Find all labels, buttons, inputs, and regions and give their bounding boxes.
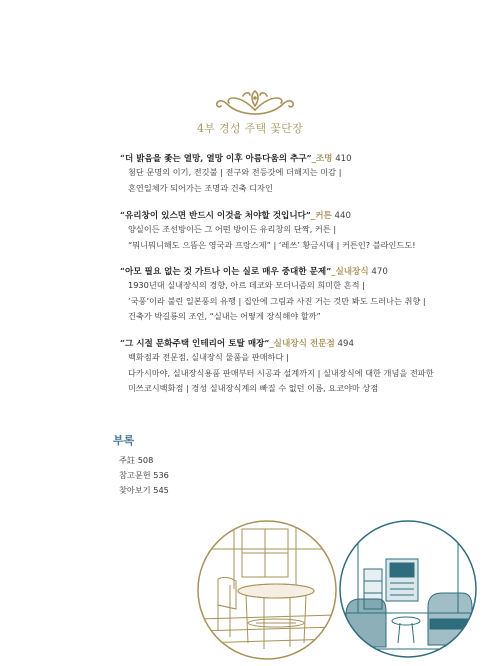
- appendix-item-references: 참고문헌 536: [119, 470, 169, 480]
- toc-entry-interior-shop: [120, 338, 460, 397]
- appendix-title: 부록: [113, 434, 135, 447]
- entry-line: 양실이든 조선방이든 그 어떤 방이든 유리창의 단짝, 커튼 |: [128, 224, 337, 234]
- entry-dash: _: [311, 154, 316, 164]
- entry-topic: 실내장식 전문점: [273, 339, 335, 349]
- entry-line: 백화점과 전문점, 실내장식 물품을 판매하다 |: [128, 352, 289, 362]
- toc-entry-interior-decoration: [120, 266, 460, 325]
- entry-line: 첨단 문명의 이기, 전깃불 | 전구와 전등갓에 더해지는 미감 |: [128, 167, 342, 177]
- entry-quote: “아모 필요 없는 것 가트나 이는 실로 매우 중대한 문제”: [120, 267, 332, 277]
- toc-entry-lighting: [120, 153, 460, 196]
- entry-dash: _: [310, 211, 316, 221]
- entry-line: ‘국풍’이라 불린 일본풍의 유행 | 집안에 그림과 사진 거는 것만 봐도 드러나는 취향 |: [128, 295, 426, 306]
- entry-quote: “그 시절 문화주택 인테리어 토탈 매장”: [120, 339, 270, 349]
- ornament-flourish-icon: [213, 88, 297, 118]
- entry-topic: 커튼: [315, 211, 332, 221]
- entry-quote: “유리창이 있스면 반드시 이것을 처야할 것입니다”: [120, 211, 311, 221]
- part-title: 4부 경성 주택 꽃단장: [196, 122, 304, 135]
- entry-heading: [120, 210, 460, 222]
- entry-topic: 실내장식: [335, 267, 369, 277]
- entry-heading: [120, 266, 460, 278]
- entry-line: 다카시마야, 실내장식용품 판매부터 시공과 설계까지 | 실내장식에 대한 개념을 전파한: [128, 367, 434, 378]
- entry-page: 410: [335, 154, 352, 164]
- entry-page: 494: [337, 339, 354, 349]
- entry-dash: _: [331, 267, 336, 277]
- teal-circle-room-illustration: [338, 519, 478, 659]
- entry-heading: [120, 338, 460, 350]
- entry-dash: _: [269, 339, 274, 349]
- entry-topic: 조명: [315, 154, 333, 164]
- gold-circle-table-illustration: [196, 519, 338, 661]
- entry-line: 혼연일체가 되어가는 조명과 건축 디자인: [128, 182, 273, 193]
- entry-page: 440: [334, 211, 351, 221]
- appendix-section: [113, 432, 169, 498]
- appendix-item-notes: 주註 508: [119, 455, 154, 465]
- toc-entry-curtain: [120, 210, 460, 253]
- entry-quote: “더 밝음을 좇는 열망, 열망 이후 아름다움의 추구”: [120, 154, 312, 164]
- entry-line: 미쓰코시백화점 | 경성 실내장식계의 빠질 수 없던 이름, 요코야마 상점: [128, 383, 379, 394]
- entry-line: 1930년대 실내장식의 경향, 아르 데코와 모더니즘의 희미한 흔적 |: [128, 280, 365, 290]
- entry-heading: [120, 153, 460, 165]
- entry-line: 건축가 박길룡의 조언, “실내는 어떻게 장식해야 할까”: [128, 311, 321, 322]
- appendix-item-index: 찾아보기 545: [119, 485, 169, 495]
- entry-line: “뭐니뭐니해도 으뜸은 영국과 프랑스제” | ‘레쓰’ 황금시대 | 커튼인? 블라인드도!: [128, 239, 416, 250]
- entry-page: 470: [371, 267, 388, 277]
